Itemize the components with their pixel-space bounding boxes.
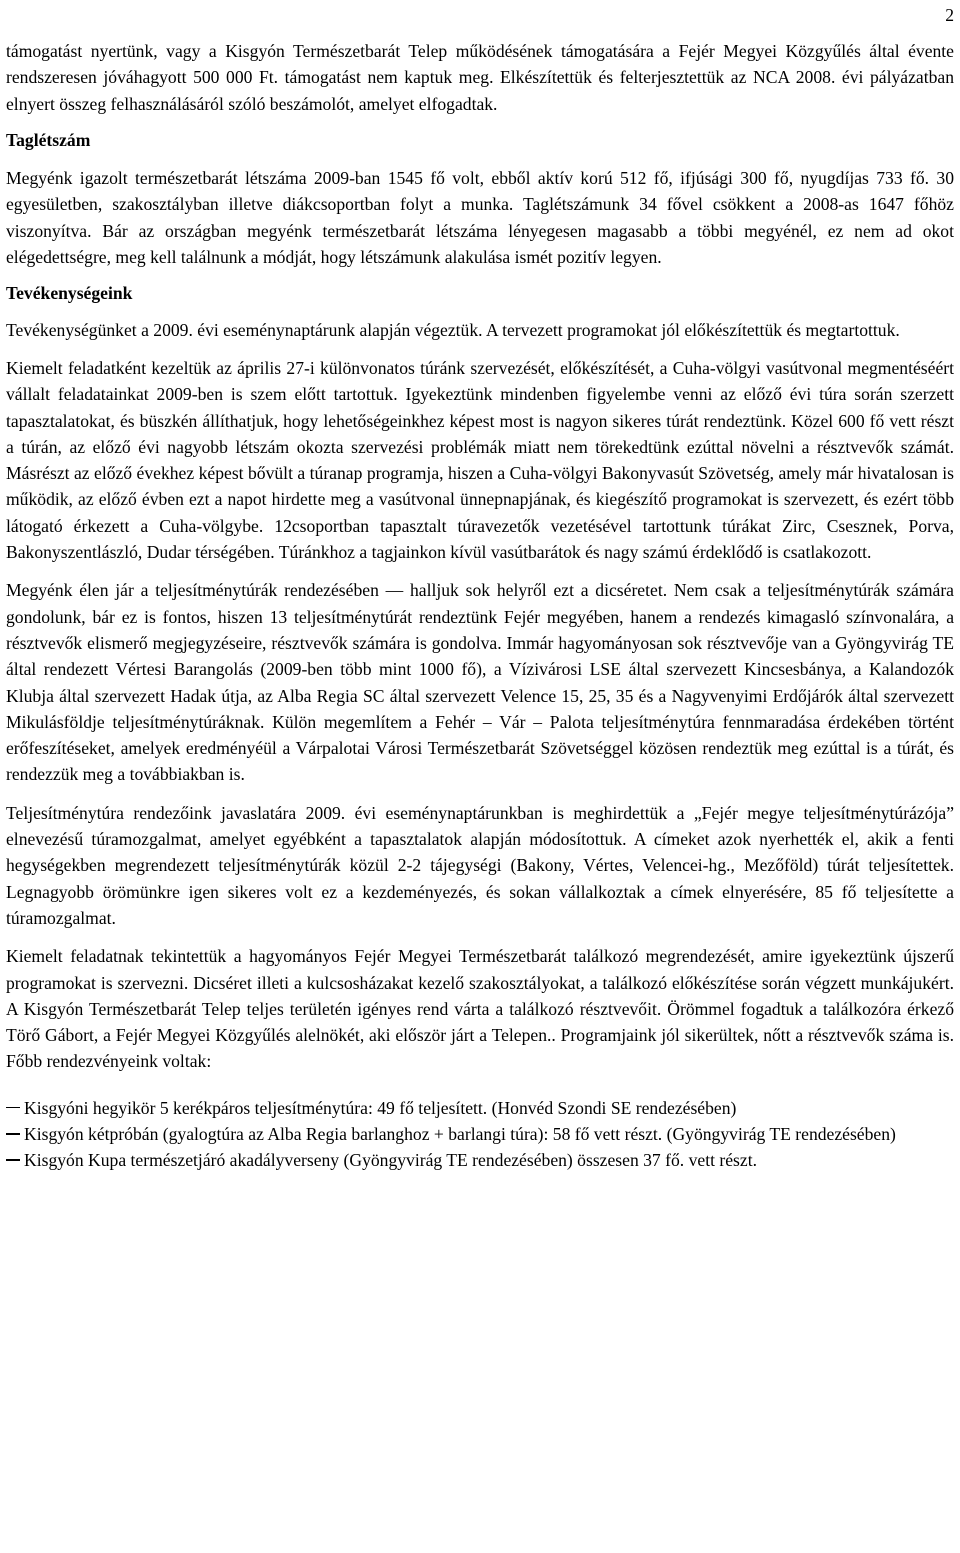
events-list <box>6 1095 954 1174</box>
list-item <box>6 1121 954 1147</box>
paragraph-hiker-award: Teljesítménytúra rendezőink javaslatára 2009. évi eseménynaptárunkban is meghirdettük a „Fejér megye teljesítménytúrázója” elnevezésű túramozgalmat, amelyet egyébként a tapasztalatok alapján módosítottuk. A címeket azok nyerhették el, akik a fenti hegységekben megrendezett teljesítménytúrák közül 2-2 tájegységi (Bakony, Vértes, Velencei-hg., Mezőföld) túrát teljesítettek. Legnagyobb örömünkre igen sikeres volt ez a kezdeményezés, és sokan vállalkoztak a címek elnyerésére, 85 fő teljesítette a túramozgalmat. <box>6 802 954 928</box>
paragraph-special-train: Kiemelt feladatként kezeltük az április 27-i különvonatos túránk szervezését, előkészítését, a Cuha-völgyi vasútvonal megmentéséért vállalt feladatainkat 2009-ben is szem előtt tartottuk. Igyekeztünk mindenben figyelembe venni az előző évi túra során szerzett tapasztalatokat, és büszkén állíthatjuk, hogy lehetőségeinkhez képest most is nagyon sikeres túrát rendeztünk. Közel 600 fő vett részt a túrán, az előző évi nagyobb létszám okozta szervezési problémák miatt nem törekedtünk ezúttal növelni a résztvevők számát. Másrészt az előző évekhez képest bővült a túranap programja, hiszen a Cuha-völgyi Bakonyvasút Szövetség, amely már hivatalosan is működik, az előző évben ezt a napot hirdette meg a vasútvonal ünnepnapjának, és kiegészítő programokat is szervezett, és ezért több látogató érkezett a Cuha-völgybe. 12csoportban tapasztalt túravezetők vezetésével tartottunk túrákat Zirc, Csesznek, Porva, Bakonyszentlászló, Dudar térségében. Túránkhoz a tagjainkon kívül vasútbarátok és nagy számú érdeklődő is csatlakozott. <box>6 357 954 563</box>
heading-membership: Taglétszám <box>6 129 91 150</box>
paragraph-membership: Megyénk igazolt természetbarát létszáma 2009-ban 1545 fő volt, ebből aktív korú 512 fő, ifjúsági 300 fő, nyugdíjas 733 fő. 30 egyesületben, szakosztályban illetve diákcsoportban folyt a munka. Taglétszámunk 34 fővel csökkent a 2008-as 1647 főhöz viszonyítva. Bár az országban megyénk természetbarát létszáma lényegesen magasabb a többi megyénél, ez nem ad okot elégedettségre, meg kell találnunk a módját, hogy létszámunk alakulása ismét pozitív legyen. <box>6 168 954 268</box>
event-text: Kisgyón Kupa természetjáró akadályverseny (Gyöngyvirág TE rendezésében) összesen 37 fő. vett részt. <box>24 1150 757 1171</box>
dash-bullet-icon <box>6 1107 20 1109</box>
event-text: Kisgyón kétpróbán (gyalogtúra az Alba Regia barlanghoz + barlangi túra): 58 fő vett részt. (Gyöngyvirág TE rendezésében) <box>24 1123 896 1144</box>
dash-bullet-icon <box>6 1133 20 1135</box>
paragraph-grant-report: támogatást nyertünk, vagy a Kisgyón Természetbarát Telep működésének támogatására a Fejér Megyei Közgyűlés által évente rendszeresen jóváhagyott 500 000 Ft. támogatást nem kaptuk meg. Elkészítettük és felterjesztettük az NCA 2008. évi pályázatban elnyert összeg felhasználásáról szóló beszámolót, amelyet elfogadtak. <box>6 41 954 114</box>
paragraph-endurance-hikes: Megyénk élen jár a teljesítménytúrák rendezésében — halljuk sok helyről ezt a dicséretet. Nem csak a teljesítménytúrák számára gondolunk, bár ez is fontos, hiszen 13 teljesítménytúrát rendeztünk Fejér megyében, hanem a rendezés kimagasló színvonalára, a résztvevők elismerő megjegyzéseire, résztvevők számára is gondolva. Immár hagyományosan sok résztvevője van a Gyöngyvirág TE által rendezett Vértesi Barangolás (2009-ben több mint 1000 fő), a Vízivárosi LSE által szervezett Kincsesbánya, a Kalandozók Klubja által szervezett Hadak útja, az Alba Regia SC által szervezett Velence 15, 25, 35 és a Nagyvenyimi Erdőjárók által szervezett Mikulásföldje teljesítménytúráknak. Külön megemlítem a Fehér – Vár – Palota teljesítménytúra fennmaradása érdekében történt erőfeszítéseket, amelyek eredményéül a Várpalotai Városi Természetbarát Szövetséggel közösen rendeztük meg ezúttal is a túrát, és rendezzük meg a továbbiakban is. <box>6 580 954 785</box>
paragraph-county-meeting: Kiemelt feladatnak tekintettük a hagyományos Fejér Megyei Természetbarát találkozó megrendezését, amire igyekeztünk újszerű programokat is szervezni. Dicséret illeti a kulcsosházakat kezelő szakosztályokat, a találkozó előkészítése során végzett munkájukért. A Kisgyón Természetbarát Telep teljes területén igényes rend várta a találkozó résztvevőit. Örömmel fogadtuk a találkozóra érkező Törő Gábort, a Fejér Megyei Közgyűlés alelnökét, aki először járt a Telepen.. Programjaink jól sikerültek, nőtt a résztvevők száma is. Főbb rendezvényeink voltak: <box>6 946 954 1072</box>
heading-activities: Tevékenységeink <box>6 283 133 304</box>
list-item <box>6 1095 954 1121</box>
page-number: 2 <box>945 5 954 25</box>
event-text: Kisgyóni hegyikör 5 kerékpáros teljesítménytúra: 49 fő teljesített. (Honvéd Szondi SE rendezésében) <box>24 1097 737 1118</box>
list-item <box>6 1147 954 1173</box>
dash-bullet-icon <box>6 1159 20 1161</box>
paragraph-activities-intro: Tevékenységünket a 2009. évi eseménynaptárunk alapján végeztük. A tervezett programokat jól előkészítettük és megtartottuk. <box>6 319 900 340</box>
